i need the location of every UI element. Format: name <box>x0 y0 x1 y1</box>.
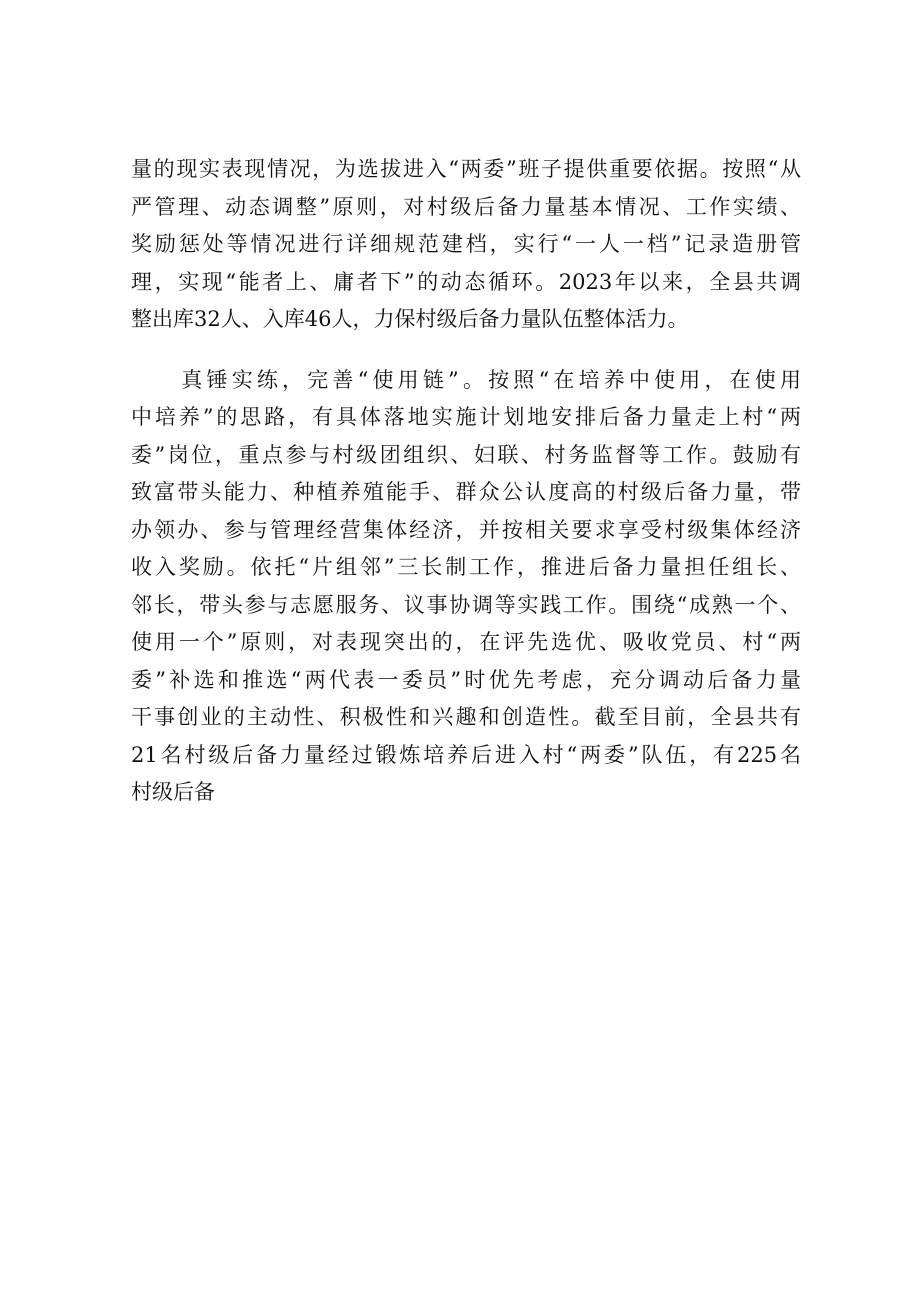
paragraph-1 <box>131 151 801 339</box>
text-line: 干事创业的主动性、积极性和兴趣和创造性。截至目前，全县共有 <box>131 705 801 729</box>
paragraph-spacer <box>131 339 801 362</box>
text-line: 中培养”的思路，有具体落地实施计划地安排后备力量走上村“两 <box>131 405 801 429</box>
text-line: 理，实现“能者上、庸者下”的动态循环。2023年以来，全县共调 <box>131 269 801 294</box>
paragraph-2 <box>131 362 801 812</box>
text-line: 办领办、参与管理经营集体经济，并按相关要求享受村级集体经济 <box>131 517 801 542</box>
text-line: 邻长，带头参与志愿服务、议事协调等实践工作。围绕“成熟一个、 <box>131 592 801 617</box>
text-line: 21名村级后备力量经过锻炼培养后进入村“两委”队伍，有225名 <box>131 742 801 767</box>
text-line: 整出库32人、入库46人，力保村级后备力量队伍整体活力。 <box>131 307 689 331</box>
text-line: 严管理、动态调整”原则，对村级后备力量基本情况、工作实绩、 <box>131 194 801 219</box>
text-line: 量的现实表现情况，为选拔进入“两委”班子提供重要依据。按照“从 <box>131 157 801 181</box>
text-line: 真锤实练，完善“使用链”。按照“在培养中使用，在使用 <box>131 367 801 392</box>
text-line: 委”补选和推选“两代表一委员”时优先考虑，充分调动后备力量 <box>131 667 801 692</box>
text-line: 村级后备 <box>131 780 215 804</box>
text-line: 致富带头能力、种植养殖能手、群众公认度高的村级后备力量，带 <box>131 480 801 504</box>
text-line: 使用一个”原则，对表现突出的，在评先选优、吸收党员、村“两 <box>131 630 801 654</box>
document-body <box>131 151 801 812</box>
text-line: 委”岗位，重点参与村级团组织、妇联、村务监督等工作。鼓励有 <box>131 442 801 467</box>
text-line: 奖励惩处等情况进行详细规范建档，实行“一人一档”记录造册管 <box>131 232 801 256</box>
text-line: 收入奖励。依托“片组邻”三长制工作，推进后备力量担任组长、 <box>131 555 801 579</box>
